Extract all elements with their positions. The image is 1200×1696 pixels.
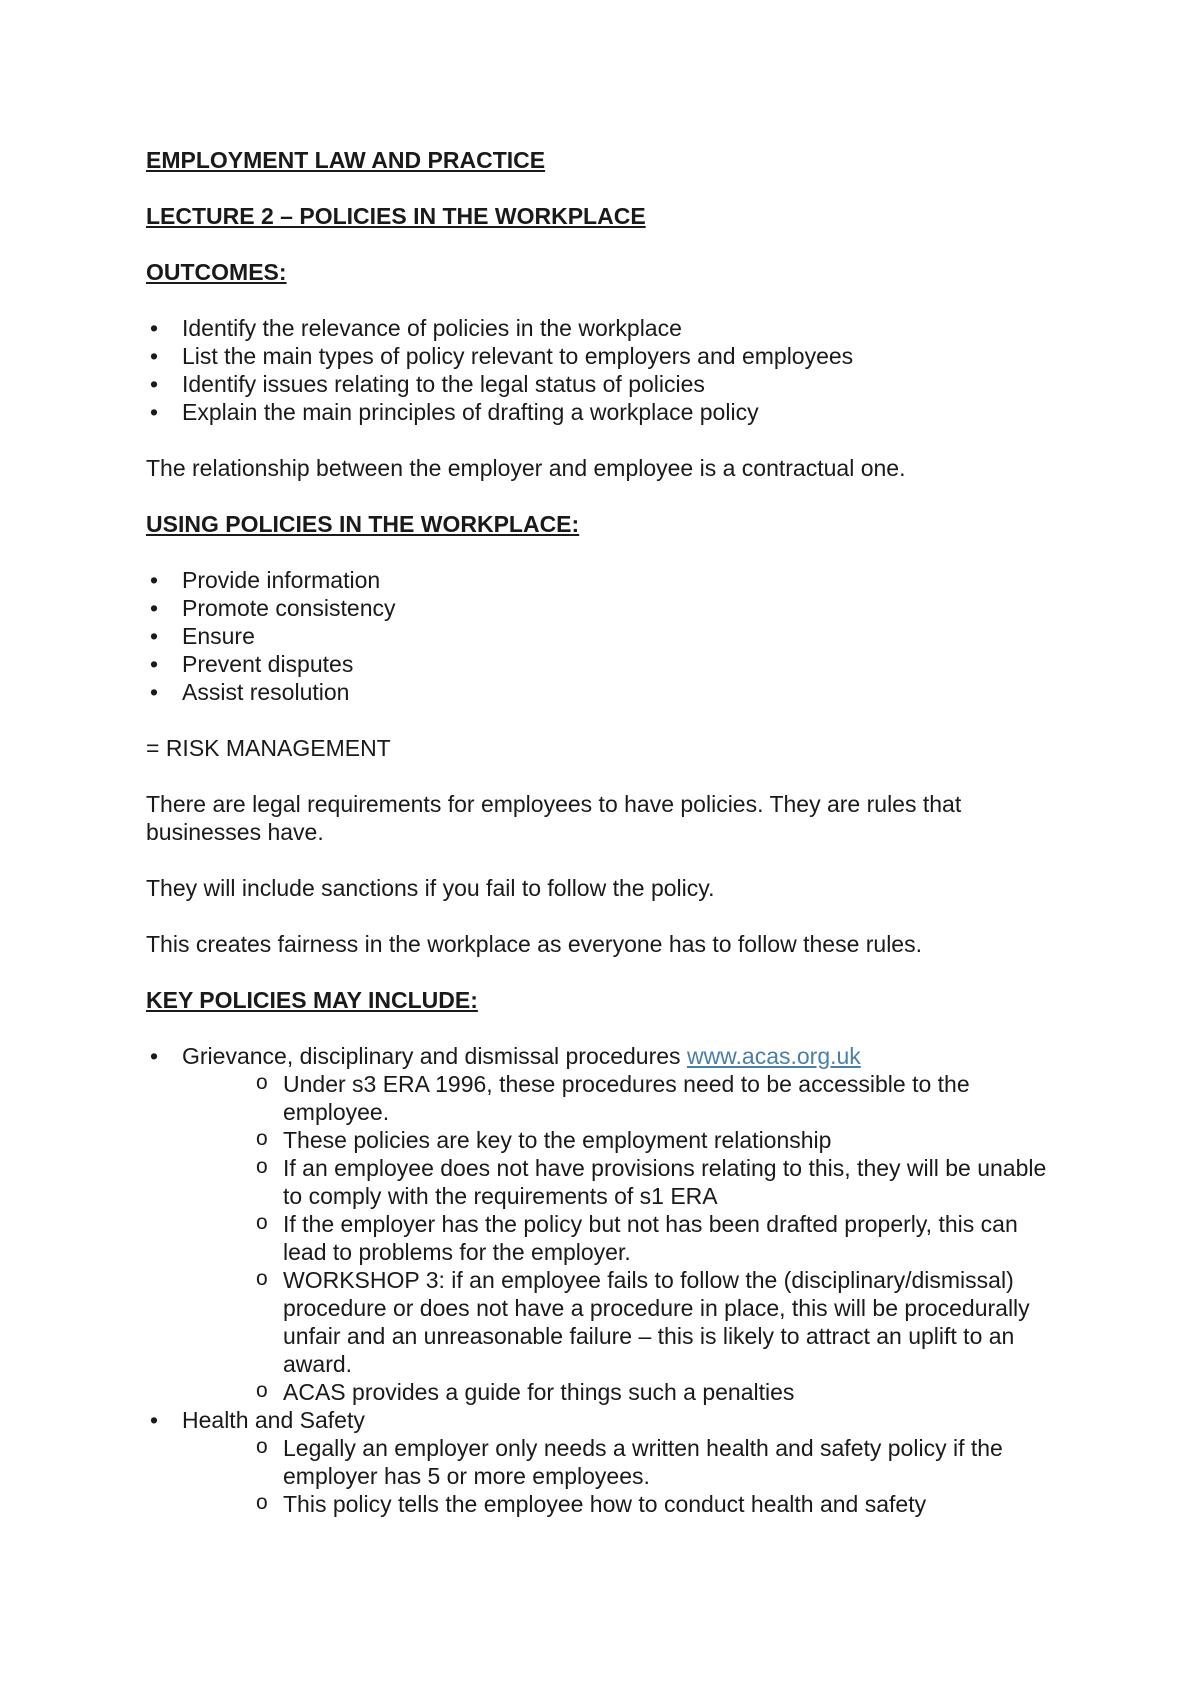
document-title: EMPLOYMENT LAW AND PRACTICE xyxy=(146,147,546,173)
grievance-sublist xyxy=(182,1070,1066,1406)
sublist-item: o If an employee does not have provisions relating to this, they will be unable to comply with the requirements of s1 ERA xyxy=(256,1155,1047,1209)
using-heading: USING POLICIES IN THE WORKPLACE: xyxy=(146,511,580,537)
key-policies-heading: KEY POLICIES MAY INCLUDE: xyxy=(146,987,478,1013)
sublist-item: o Legally an employer only needs a written health and safety policy if the employer has 5 or more employees. xyxy=(256,1435,1003,1489)
list-item-health-safety: • Health and Safety o Legally an employer only needs a written health and safety policy if the employer has 5 or more employees. o This policy tells the employee how to conduct health and safety xyxy=(146,1406,1066,1518)
health-safety-sublist xyxy=(182,1434,1066,1518)
bullet-icon: • xyxy=(150,371,159,397)
sublist-item: o These policies are key to the employment relationship xyxy=(256,1127,832,1153)
circle-bullet-icon: o xyxy=(256,1071,268,1094)
sublist-item: o ACAS provides a guide for things such a penalties xyxy=(256,1379,795,1405)
bullet-icon: • xyxy=(150,651,159,677)
list-item: • Provide information xyxy=(150,567,381,593)
lecture-title: LECTURE 2 – POLICIES IN THE WORKPLACE xyxy=(146,203,646,229)
list-item: • Ensure xyxy=(150,623,255,649)
fairness-paragraph: This creates fairness in the workplace as everyone has to follow these rules. xyxy=(146,931,922,957)
bullet-icon: • xyxy=(150,315,159,341)
circle-bullet-icon: o xyxy=(256,1127,268,1150)
circle-bullet-icon: o xyxy=(256,1211,268,1234)
list-item: • Assist resolution xyxy=(150,679,350,705)
sublist-item: o This policy tells the employee how to conduct health and safety xyxy=(256,1491,927,1517)
outcomes-list xyxy=(146,314,1066,426)
list-item: • Identify the relevance of policies in the workplace xyxy=(150,315,682,341)
document-page xyxy=(146,146,1066,1546)
sublist-item: o WORKSHOP 3: if an employee fails to follow the (disciplinary/dismissal) procedure or does not have a procedure in place, this will be procedurally unfair and an unreasonable failure – this is likely to attract an uplift to an award. xyxy=(256,1267,1030,1377)
sublist-item: o Under s3 ERA 1996, these procedures need to be accessible to the employee. xyxy=(256,1071,970,1125)
bullet-icon: • xyxy=(150,343,159,369)
legal-requirements-paragraph: There are legal requirements for employees to have policies. They are rules that businesses have. xyxy=(146,791,962,845)
circle-bullet-icon: o xyxy=(256,1491,268,1514)
outcomes-heading: OUTCOMES: xyxy=(146,259,287,285)
circle-bullet-icon: o xyxy=(256,1155,268,1178)
sanctions-paragraph: They will include sanctions if you fail to follow the policy. xyxy=(146,875,715,901)
list-item: • Identify issues relating to the legal status of policies xyxy=(150,371,705,397)
bullet-icon: • xyxy=(150,623,159,649)
sublist-item: o If the employer has the policy but not has been drafted properly, this can lead to problems for the employer. xyxy=(256,1211,1018,1265)
bullet-icon: • xyxy=(150,567,159,593)
circle-bullet-icon: o xyxy=(256,1379,268,1402)
bullet-icon: • xyxy=(150,399,159,425)
list-item-grievance: • Grievance, disciplinary and dismissal procedures www.acas.org.uk o Under s3 ERA 1996, these procedures need to be accessible to the employee. o These policies are key to the employment relationship o If an employee does not have provisions relating to this, they will be unable to comply with the requirements of s1 ERA o If the employer has the policy but not has been drafted properly, this can lead to problems for the employer. o WORKSHOP 3: if an employee fails to follow the (disciplinary/dismissal) procedure or does not have a procedure in place, this will be procedurally unfair and an unreasonable failure – this is likely to attract an uplift to an award. o ACAS provides a guide for things such a penalties xyxy=(146,1042,1066,1406)
relationship-paragraph: The relationship between the employer and employee is a contractual one. xyxy=(146,455,906,481)
list-item: • List the main types of policy relevant to employers and employees xyxy=(150,343,854,369)
circle-bullet-icon: o xyxy=(256,1435,268,1458)
list-item: • Prevent disputes xyxy=(150,651,354,677)
acas-link[interactable]: www.acas.org.uk xyxy=(686,1043,861,1069)
key-policies-list xyxy=(146,1042,1066,1518)
list-item: • Promote consistency xyxy=(150,595,396,621)
list-item: • Explain the main principles of drafting a workplace policy xyxy=(150,399,759,425)
bullet-icon: • xyxy=(150,679,159,705)
circle-bullet-icon: o xyxy=(256,1267,268,1290)
using-list xyxy=(146,566,1066,706)
risk-management-line: = RISK MANAGEMENT xyxy=(146,735,391,761)
bullet-icon: • xyxy=(150,595,159,621)
bullet-icon: • xyxy=(150,1043,159,1069)
bullet-icon: • xyxy=(150,1407,159,1433)
